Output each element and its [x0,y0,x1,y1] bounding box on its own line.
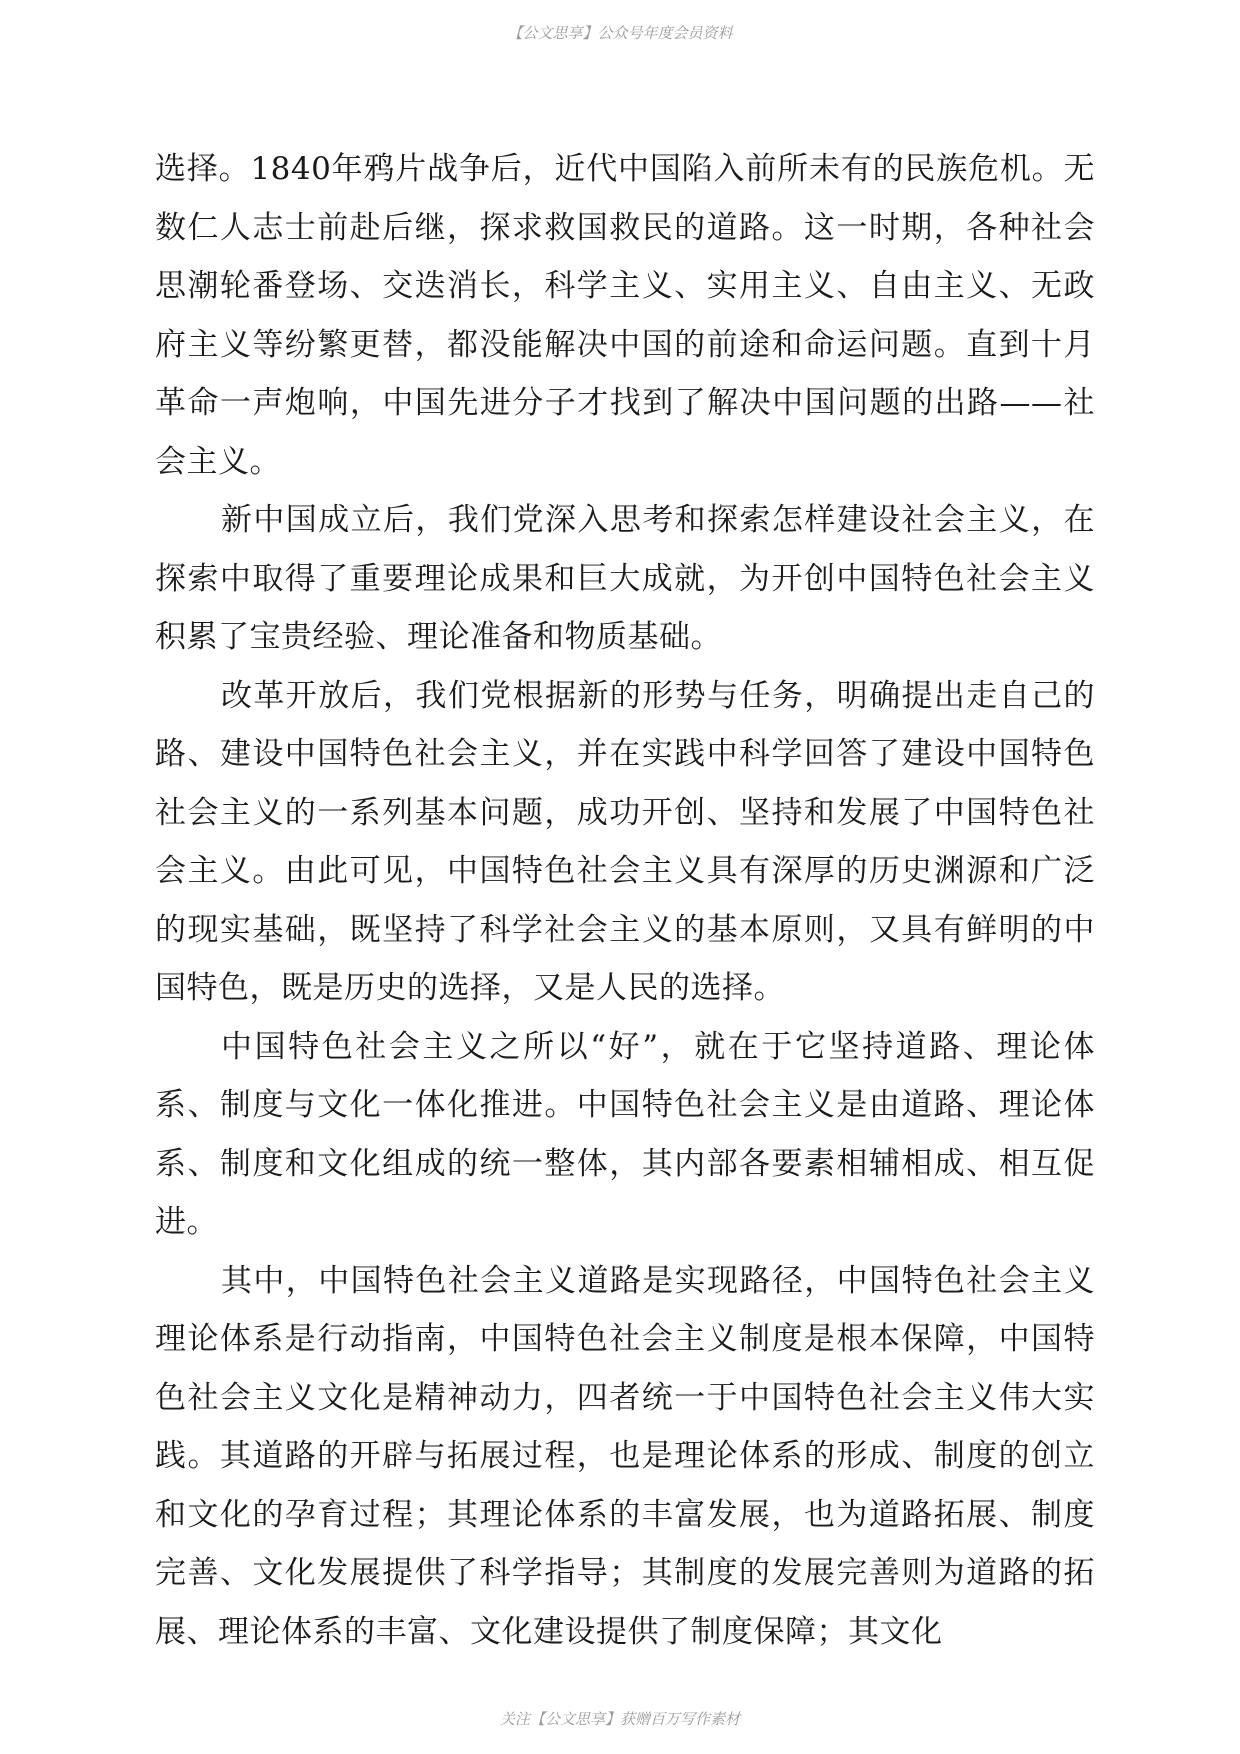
page-footer: 关注【公文思享】获赠百万写作素材 [499,1710,740,1728]
paragraph-3: 改革开放后，我们党根据新的形势与任务，明确提出走自己的路、建设中国特色社会主义，并在实践中科学回答了建设中国特色社会主义的一系列基本问题，成功开创、坚持和发展了中国特色社会主义。由此可见，中国特色社会主义具有深厚的历史渊源和广泛的现实基础，既坚持了科学社会主义的基本原则，又具有鲜明的中国特色，既是历史的选择，又是人民的选择。 [155,677,1095,1006]
page-header: 【公文思享】公众号年度会员资料 [507,24,733,42]
document-body [155,140,1095,1661]
paragraph-1: 选择。1840年鸦片战争后，近代中国陷入前所未有的民族危机。无数仁人志士前赴后继，探求救国救民的道路。这一时期，各种社会思潮轮番登场、交迭消长，科学主义、实用主义、自由主义、无政府主义等纷繁更替，都没能解决中国的前途和命运问题。直到十月革命一声炮响，中国先进分子才找到了解决中国问题的出路——社会主义。 [155,151,1095,480]
paragraph-5: 其中，中国特色社会主义道路是实现路径，中国特色社会主义理论体系是行动指南，中国特色社会主义制度是根本保障，中国特色社会主义文化是精神动力，四者统一于中国特色社会主义伟大实践。其道路的开辟与拓展过程，也是理论体系的形成、制度的创立和文化的孕育过程；其理论体系的丰富发展，也为道路拓展、制度完善、文化发展提供了科学指导；其制度的发展完善则为道路的拓展、理论体系的丰富、文化建设提供了制度保障；其文化 [155,1262,1095,1650]
paragraph-4: 中国特色社会主义之所以“好”，就在于它坚持道路、理论体系、制度与文化一体化推进。中国特色社会主义是由道路、理论体系、制度和文化组成的统一整体，其内部各要素相辅相成、相互促进。 [155,1028,1095,1240]
paragraph-2: 新中国成立后，我们党深入思考和探索怎样建设社会主义，在探索中取得了重要理论成果和巨大成就，为开创中国特色社会主义积累了宝贵经验、理论准备和物质基础。 [155,502,1095,655]
